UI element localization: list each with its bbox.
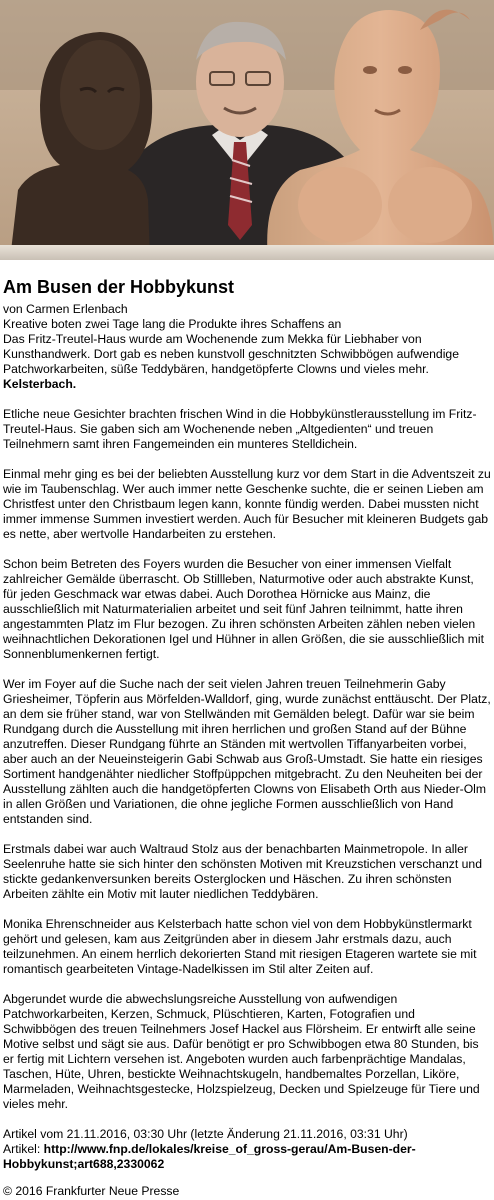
paragraph-2: Einmal mehr ging es bei der beliebten Ausstellung kurz vor dem Start in die Adventszeit zu wie im Taubenschlag. Wer auch immer nette Geschenke suchte, die er seinen Lieben am Christfest unter den Christbaum legen kann, konnte fündig werden. Dabei mussten nicht immer immense Summen investiert werden. Auch für Besucher mit kleineren Budgets gab es nette, aber wertvolle Handarbeiten zu erstehen. bbox=[3, 467, 491, 541]
article-link-prefix: Artikel: bbox=[3, 1142, 44, 1156]
article-photo bbox=[0, 0, 494, 260]
paragraph-3: Schon beim Betreten des Foyers wurden die Besucher von einer immensen Vielfalt zahlreicher Gemälde überrascht. Ob Stillleben, Naturmotive oder auch abstrakte Kunst, für jeden Geschmack war etwas dabei. Auch Dorothea Hörnicke aus Mainz, die ausschließlich mit Naturmaterialien arbeitet und seit fünf Jahren teilnimmt, hatte ihren angestammten Platz im Flur bezogen. Zu ihren schönsten Arbeiten zählen neben vielen weihnachtlichen Dekorationen Igel und Hühner in allen Größen, die sie ausschließlich mit Sonnenblumenkernen fertigt. bbox=[3, 557, 484, 661]
article-location: Kelsterbach. bbox=[3, 377, 77, 391]
article-author: von Carmen Erlenbach bbox=[3, 302, 128, 316]
paragraph-6: Monika Ehrenschneider aus Kelsterbach hatte schon viel von dem Hobbykünstlermarkt gehört und gelesen, kam aus Zeitgründen aber in diesem Jahr erstmals dazu, auch teilzunehmen. An einem herrlich dekorierten Stand mit riesigen Etageren wartete sie mit romantisch gearbeiteten Vintage-Nadelkissen im Stil alter Zeiten auf. bbox=[3, 917, 477, 976]
article-body bbox=[3, 276, 491, 1172]
article-teaser: Kreative boten zwei Tage lang die Produkte ihres Schaffens an bbox=[3, 317, 342, 331]
paragraph-7: Abgerundet wurde die abwechslungsreiche Ausstellung von aufwendigen Patchworkarbeiten, Kerzen, Schmuck, Plüschtieren, Karten, Fotografien und Schwibbögen des treuen Teilnehmers Josef Hackel aus Flörsheim. Er entwirft alle seine Motive selbst und sägt sie aus. Dafür benötigt er pro Schwibbogen etwa 80 Stunden, bis er fertig mit Lichtern versehen ist. Angeboten wurden auch farbenprächtige Mandalas, Taschen, Hüte, Uhren, bestickte Weihnachtskugeln, handbemaltes Porzellan, Liköre, Marmeladen, Weihnachtsgestecke, Holzspielzeug, Decken und Spielzeuge für Tiere und vieles mehr. bbox=[3, 992, 480, 1111]
article-meta bbox=[3, 1127, 491, 1172]
paragraph-4: Wer im Foyer auf die Suche nach der seit vielen Jahren treuen Teilnehmerin Gaby Griesheimer, Töpferin aus Mörfelden-Walldorf, ging, wurde zunächst enttäuscht. Der Platz, an dem sie früher stand, war von Stellwänden mit Gemälden belegt. Dafür war sie beim Rundgang durch die Ausstellung mit ihren herrlichen und großen Stand auf der Bühne anzutreffen. Dieser Rundgang führte an Ständen mit wertvollen Tiffanyarbeiten vorbei, aber auch an der Neueinsteigerin Gabi Schwab aus Groß-Umstadt. Sie hatte ein riesiges Sortiment handgenähter niedlicher Stoffpüppchen mitgebracht. Zu den Neuheiten bei der Ausstellung zählten auch die handgetöpferten Clowns von Elisabeth Orth aus Nieder-Olm in allen Größen und Variationen, die ohne jegliche Formen ausschließlich von Hand entstanden sind. bbox=[3, 677, 491, 826]
paragraph-5: Erstmals dabei war auch Waltraud Stolz aus der benachbarten Mainmetropole. In aller Seelenruhe hatte sie sich hinter den schönsten Motiven mit Kreuzstichen verschanzt und stickte gedankenversunken bereits Osterglocken und Häschen. Zu ihren schönsten Arbeiten zählte ein Motiv mit lauter niedlichen Teddybären. bbox=[3, 842, 482, 901]
article-link-line bbox=[3, 1142, 491, 1172]
article-link[interactable]: http://www.fnp.de/lokales/kreise_of_gross-gerau/Am-Busen-der-Hobbykunst;art688,2330062 bbox=[3, 1142, 416, 1171]
copyright: © 2016 Frankfurter Neue Presse bbox=[3, 1184, 180, 1198]
article-lead: Das Fritz-Treutel-Haus wurde am Wochenende zum Mekka für Liebhaber von Kunsthandwerk. Dort gab es neben kunstvoll geschnitzten Schwibbögen aufwendige Patchworkarbeiten, süße Teddybären, handgetöpferte Clowns und vieles mehr. bbox=[3, 332, 459, 376]
article-date: Artikel vom 21.11.2016, 03:30 Uhr (letzte Änderung 21.11.2016, 03:31 Uhr) bbox=[3, 1127, 408, 1141]
paragraph-1: Etliche neue Gesichter brachten frischen Wind in die Hobbykünstlerausstellung im Fritz-Treutel-Haus. Sie gaben sich am Wochenende neben „Altgedienten“ und treuen Teilnehmern samt ihren Fangemeinden ein munteres Stelldichein. bbox=[3, 407, 477, 451]
article-title: Am Busen der Hobbykunst bbox=[3, 277, 235, 297]
